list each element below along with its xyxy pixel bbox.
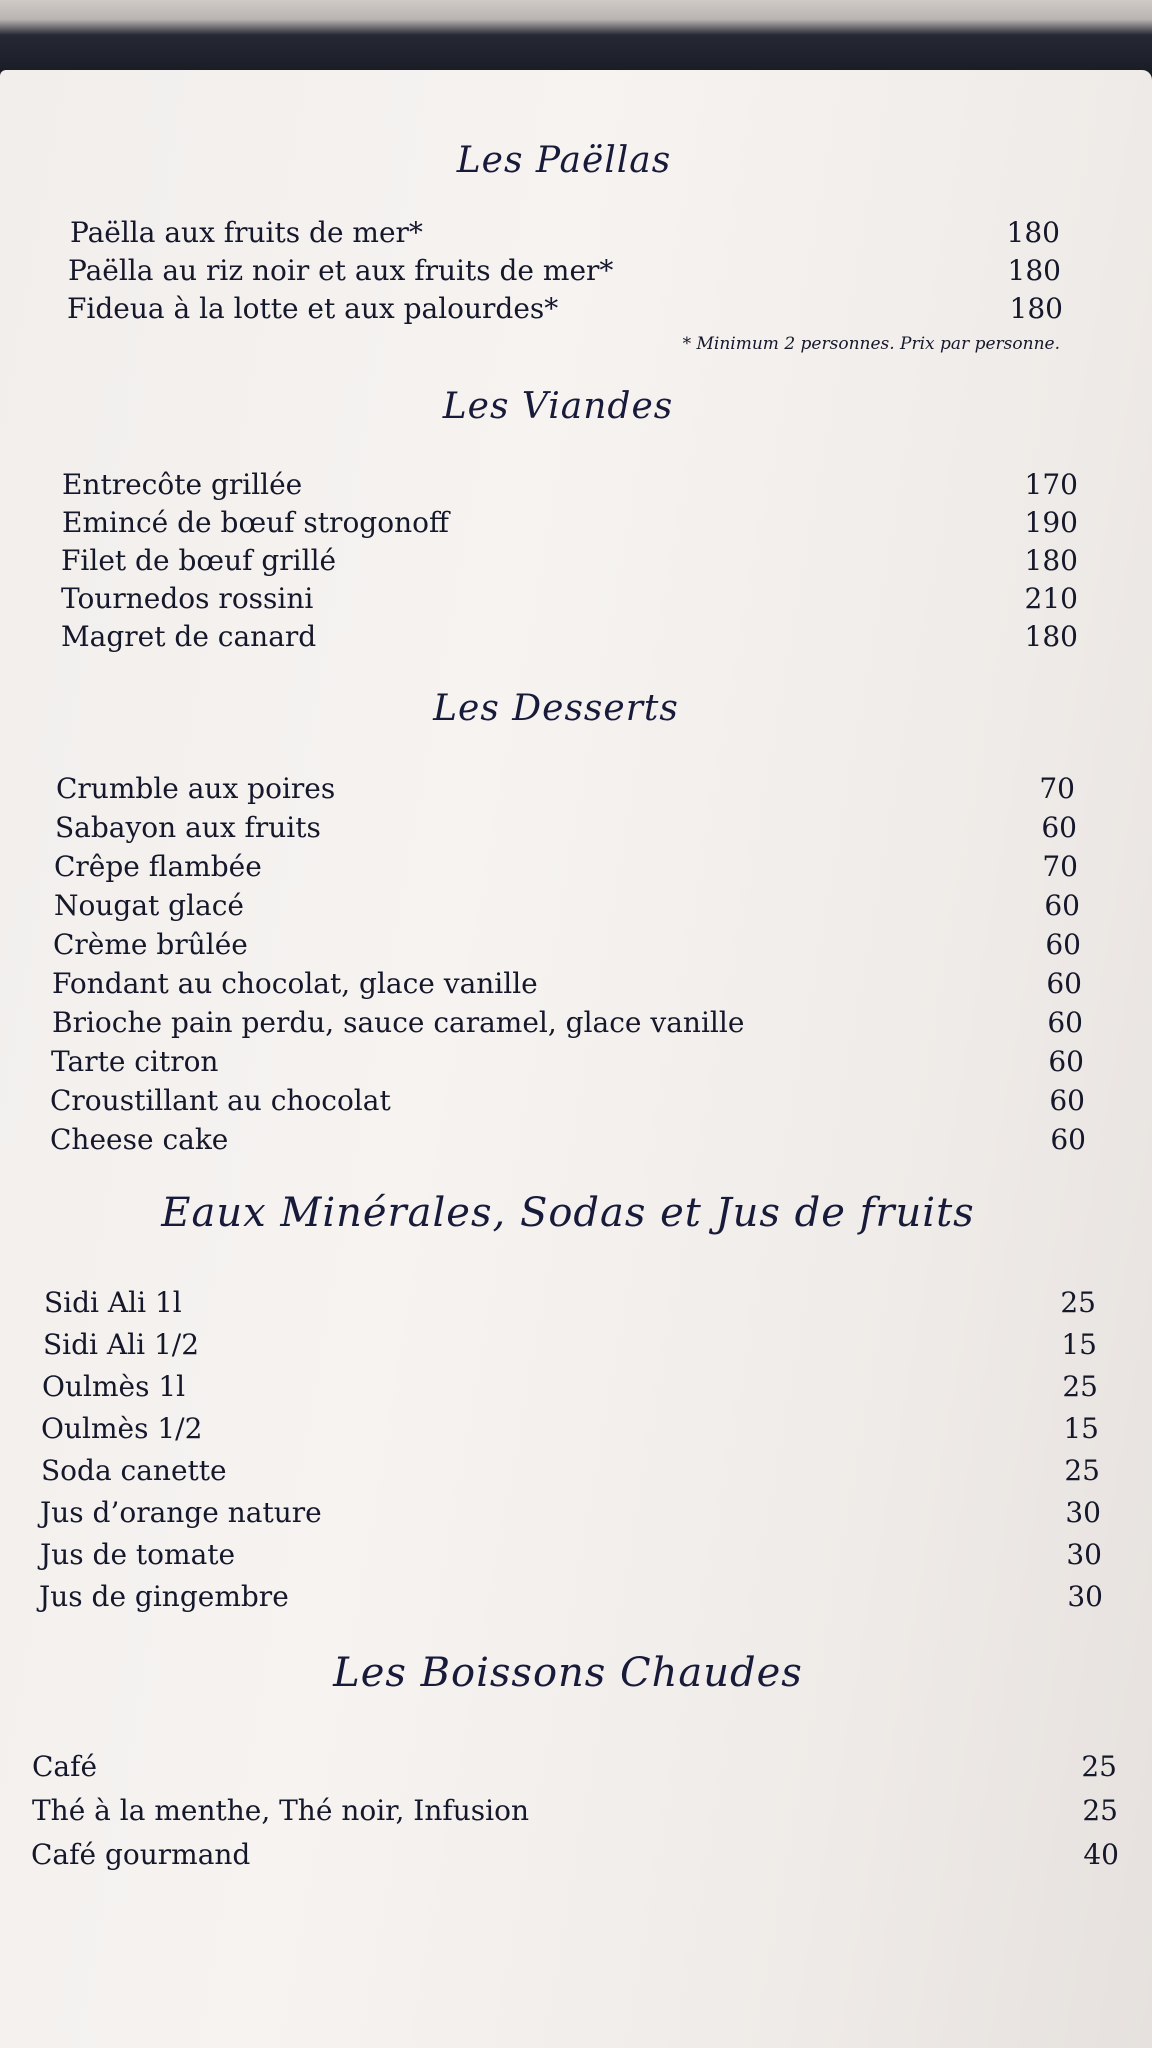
item-price: 70 [1039,772,1075,805]
item-price: 60 [1050,1123,1086,1156]
item-price: 180 [1024,544,1078,577]
item-name: Crumble aux poires [56,772,336,805]
item-name: Soda canette [41,1454,227,1487]
item-price: 60 [1046,967,1082,1000]
item-price: 190 [1024,506,1078,539]
item-name: Sabayon aux fruits [55,811,321,844]
menu-item [53,926,1081,964]
item-name: Emincé de bœuf strogonoff [62,506,449,539]
menu-item [41,1410,1099,1448]
menu-item [52,1004,1083,1042]
item-name: Jus de gingembre [39,1580,289,1613]
item-price: 30 [1067,1580,1103,1613]
menu-item [67,290,1063,328]
item-name: Fideua à la lotte et aux palourdes* [67,292,559,325]
item-price: 60 [1041,811,1077,844]
menu-item [43,1326,1097,1364]
item-name: Paëlla aux fruits de mer* [70,216,423,249]
menu-item [52,965,1082,1003]
item-name: Sidi Ali 1/2 [43,1328,200,1361]
item-price: 60 [1045,928,1081,961]
item-name: Oulmès 1l [42,1370,186,1403]
item-name: Croustillant au chocolat [50,1084,391,1117]
item-name: Oulmès 1/2 [41,1412,203,1445]
menu-item [50,1121,1086,1159]
item-price: 180 [1009,292,1063,325]
section-title: Les Viandes [442,386,674,427]
menu-item [55,809,1077,847]
menu-item [61,542,1078,580]
item-name: Thé à la menthe, Thé noir, Infusion [32,1794,529,1827]
item-name: Fondant au chocolat, glace vanille [52,967,538,1000]
item-name: Paëlla au riz noir et aux fruits de mer* [68,254,614,287]
section-title: Les Desserts [433,688,679,729]
item-price: 30 [1066,1538,1102,1571]
menu-item [68,252,1061,290]
item-price: 60 [1047,1006,1083,1039]
menu-item [62,466,1078,504]
menu-item [41,1452,1100,1490]
section-footnote: * Minimum 2 personnes. Prix par personne. [682,334,1060,354]
menu-item [32,1792,1118,1830]
menu-item [40,1494,1101,1532]
item-price: 25 [1062,1370,1098,1403]
menu-item [32,1748,1117,1786]
item-price: 15 [1061,1328,1097,1361]
menu-item [31,1836,1119,1874]
item-name: Magret de canard [61,620,317,653]
item-price: 60 [1048,1045,1084,1078]
item-name: Cheese cake [50,1123,229,1156]
menu-item [42,1368,1098,1406]
item-price: 180 [1024,620,1078,653]
menu-item [61,580,1078,618]
item-name: Jus de tomate [40,1538,236,1571]
item-price: 180 [1007,254,1061,287]
item-name: Tournedos rossini [61,582,314,615]
item-name: Sidi Ali 1l [44,1286,182,1319]
item-name: Jus d’orange nature [40,1496,322,1529]
item-name: Nougat glacé [54,889,244,922]
item-name: Filet de bœuf grillé [61,544,337,577]
menu-item [51,1043,1084,1081]
item-price: 60 [1044,889,1080,922]
item-price: 30 [1065,1496,1101,1529]
item-price: 25 [1082,1794,1118,1827]
menu-item [61,618,1078,656]
item-name: Tarte citron [51,1045,219,1078]
menu-item [40,1536,1102,1574]
menu-page [0,70,1152,2048]
menu-item [50,1082,1085,1120]
item-name: Café gourmand [31,1838,251,1871]
item-price: 170 [1024,468,1078,501]
section-title: Eaux Minérales, Sodas et Jus de fruits [161,1190,975,1236]
item-price: 60 [1049,1084,1085,1117]
item-price: 180 [1006,216,1060,249]
item-price: 25 [1081,1750,1117,1783]
item-price: 40 [1083,1838,1119,1871]
item-price: 210 [1024,582,1078,615]
menu-item [62,504,1078,542]
item-name: Crème brûlée [53,928,248,961]
menu-item [54,887,1080,925]
menu-item [56,770,1075,808]
item-price: 70 [1042,850,1078,883]
item-name: Crêpe flambée [54,850,262,883]
menu-item [39,1578,1103,1616]
section-title: Les Boissons Chaudes [333,1650,803,1696]
item-price: 25 [1064,1454,1100,1487]
menu-item [70,214,1060,252]
item-name: Brioche pain perdu, sauce caramel, glace vanille [52,1006,745,1039]
item-name: Café [32,1750,98,1783]
item-price: 15 [1063,1412,1099,1445]
item-price: 25 [1060,1286,1096,1319]
menu-item [54,848,1078,886]
section-title: Les Paëllas [456,140,672,181]
menu-item [44,1284,1096,1322]
item-name: Entrecôte grillée [62,468,303,501]
